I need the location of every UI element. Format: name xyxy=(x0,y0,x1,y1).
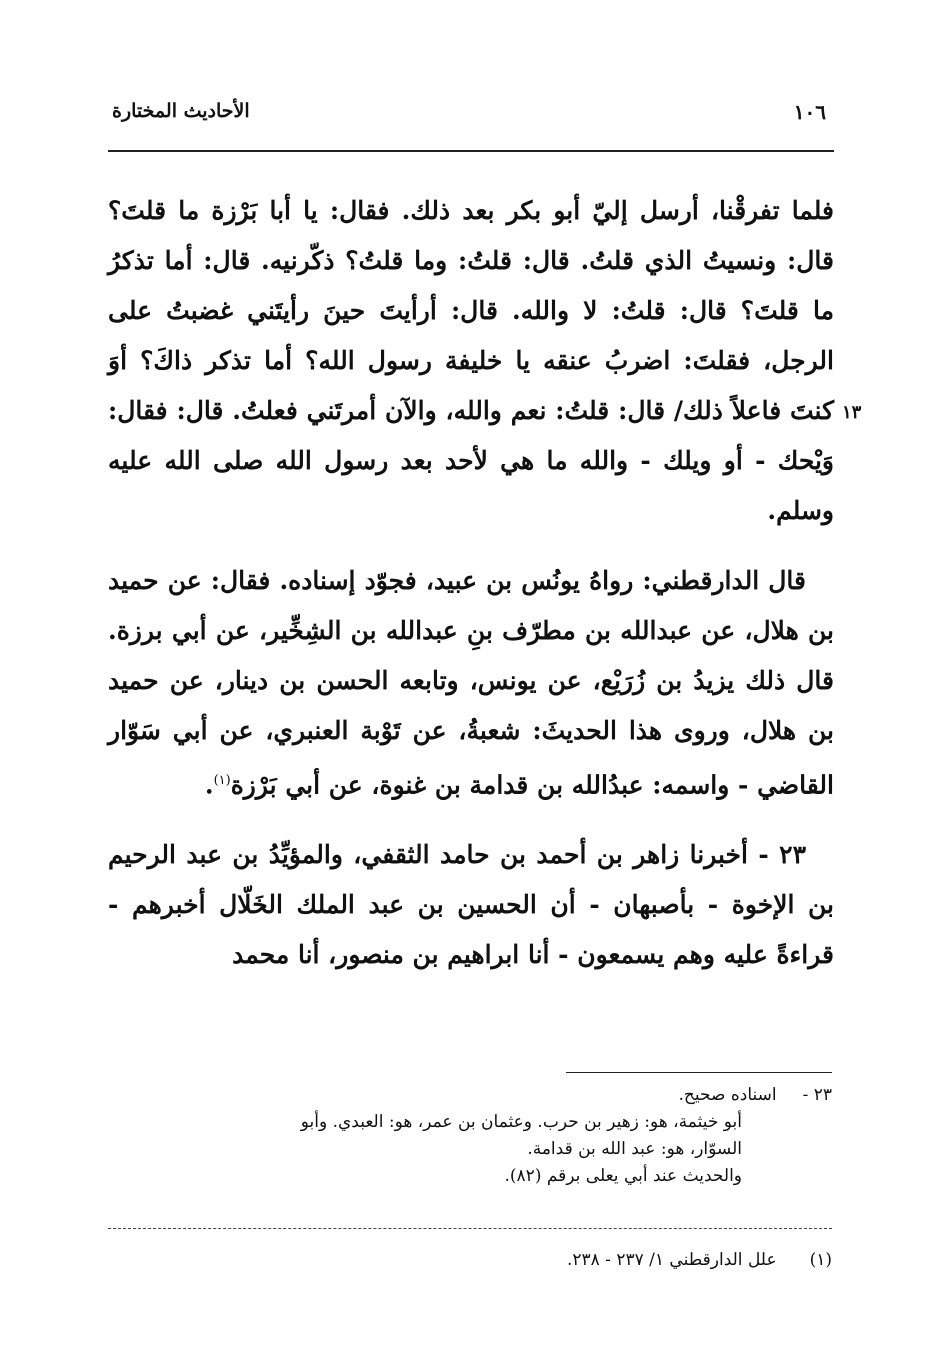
footnote-text-1: اسناده صحيح. xyxy=(678,1085,777,1105)
paragraph-3-text: ٢٣ - أخبرنا زاهر بن أحمد بن حامد الثقفي، والمؤيِّدُ بن عبد الرحيم بن الإخوة - بأصبهان - أن الحسين بن عبد الملك الخَلّال أخبرهم - قراءةً عليه وهم يسمعون - أنا ابراهيم بن منصور، أنا محمد xyxy=(108,840,834,970)
paragraph-3 xyxy=(108,830,834,980)
page-header xyxy=(108,96,832,140)
endnote-number: (١) xyxy=(809,1250,832,1270)
margin-marker: ١٣ xyxy=(842,402,862,423)
paragraph-2-text xyxy=(108,556,834,810)
running-title: الأحاديث المختارة xyxy=(112,100,250,122)
footnote-number: ٢٣ - xyxy=(802,1085,832,1105)
paragraph-2-body: قال الدارقطني: رواهُ يونُس بن عبيد، فجوّد إسناده. فقال: عن حميد بن هلال، عن عبدالله بن مطرّف بنِ عبدالله بن الشِخِّير، عن أبي برزة. قال ذلك يزيدُ بن زُرَيْع، عن يونس، وتابعه الحسن بن دينار، عن حميد بن هلال، وروى هذا الحديثَ: شعبةُ، عن تَوْبة العنبري، عن أبي سَوّار القاضي - واسمه: عبدُالله بن قدامة بن غنوة، عن أبي بَرْزة xyxy=(108,566,834,800)
footnote-line-2: أبو خيثمة، هو: زهير بن حرب. وعثمان بن عمر، هو: العبدي. وأبو xyxy=(300,1112,742,1132)
endnote-text: علل الدارقطني ١/ ٢٣٧ - ٢٣٨. xyxy=(566,1250,777,1270)
notes-rule xyxy=(108,1228,832,1229)
footnote-reference: (١) xyxy=(213,773,231,788)
main-text xyxy=(108,186,834,980)
footnotes xyxy=(108,1082,832,1190)
paragraph-1-text: فلما تفرقْنا، أرسل إليّ أبو بكر بعد ذلك. فقال: يا أبا بَرْزة ما قلتَ؟ قال: ونسيتُ الذي قلتُ. قال: قلتُ: وما قلتُ؟ ذكّرنيه. قال: أما تذكرُ ما قلتَ؟ قال: قلتُ: لا والله. قال: أرأيتَ حينَ رأيتَني غضبتُ على الرجل، فقلتَ: اضربُ عنقه يا خليفة رسول الله؟ أما تذكر ذاكَ؟ أوَ كنتَ فاعلاً ذلك/ قال: قلتُ: نعم والله، والآن أمرتَني فعلتُ. قال: فقال: وَيْحك - أو ويلك - والله ما هي لأحد بعد رسول الله صلى الله عليه وسلم. xyxy=(108,196,834,525)
header-rule xyxy=(108,150,834,152)
paragraph-2-end: . xyxy=(204,770,214,800)
footnote-rule xyxy=(566,1072,832,1073)
footnote-line-1 xyxy=(108,1082,832,1109)
paragraph-2 xyxy=(108,556,834,810)
page-number: ١٠٦ xyxy=(793,100,826,124)
endnote xyxy=(108,1250,832,1270)
paragraph-1 xyxy=(108,186,834,536)
footnote-line-4: والحديث عند أبي يعلى برقم (٨٢). xyxy=(504,1166,742,1186)
footnote-line-3: السوّار، هو: عبد الله بن قدامة. xyxy=(527,1139,742,1159)
